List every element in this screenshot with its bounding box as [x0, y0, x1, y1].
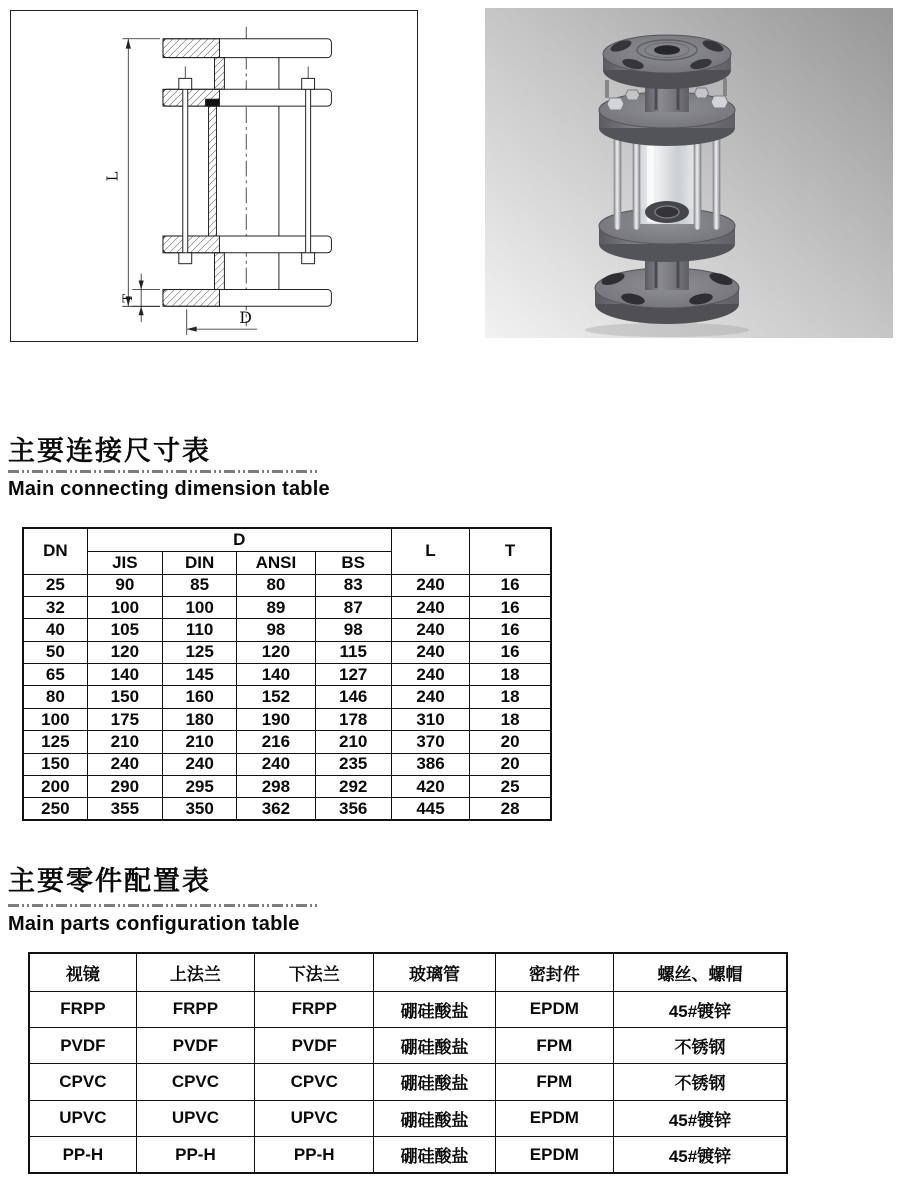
- table-cell: 386: [391, 753, 469, 775]
- table-cell: UPVC: [136, 1100, 254, 1136]
- table-row: [29, 1137, 787, 1173]
- dimension-table-body: [23, 574, 551, 820]
- table-cell: 40: [23, 619, 87, 641]
- table-cell: 98: [315, 619, 391, 641]
- parts-header-lower-flange: 下法兰: [255, 953, 374, 991]
- table-cell: 25: [23, 574, 87, 596]
- table-cell: 50: [23, 641, 87, 663]
- table-cell: 硼硅酸盐: [374, 1137, 495, 1173]
- table-row: [29, 1100, 787, 1136]
- table-cell: 150: [23, 753, 87, 775]
- table-cell: 310: [391, 708, 469, 730]
- table-cell: CPVC: [29, 1064, 136, 1100]
- table-cell: 105: [87, 619, 162, 641]
- parts-header-upper-flange: 上法兰: [136, 953, 254, 991]
- table-cell: UPVC: [29, 1100, 136, 1136]
- section2-title-en: Main parts configuration table: [8, 913, 300, 935]
- section1-title-en: Main connecting dimension table: [8, 478, 330, 500]
- table-cell: 20: [470, 753, 551, 775]
- dim-header-dn: DN: [23, 528, 87, 574]
- table-cell: 100: [23, 708, 87, 730]
- table-row: [23, 731, 551, 753]
- table-cell: 125: [23, 731, 87, 753]
- table-cell: 28: [470, 798, 551, 820]
- table-cell: 20: [470, 731, 551, 753]
- table-cell: 16: [470, 574, 551, 596]
- table-cell: 不锈钢: [614, 1027, 788, 1063]
- section1-divider: [8, 470, 320, 473]
- table-cell: 290: [87, 776, 162, 798]
- dim-label-T: T: [121, 294, 137, 303]
- table-row: [23, 798, 551, 820]
- parts-table-body: [29, 991, 787, 1173]
- parts-header-seal: 密封件: [495, 953, 613, 991]
- table-cell: 18: [470, 686, 551, 708]
- photo-shadow: [585, 323, 749, 337]
- table-cell: 298: [237, 776, 315, 798]
- table-cell: 127: [315, 664, 391, 686]
- table-cell: 350: [163, 798, 237, 820]
- table-cell: 178: [315, 708, 391, 730]
- table-cell: 240: [391, 596, 469, 618]
- table-cell: 210: [315, 731, 391, 753]
- parts-header-screws-nuts: 螺丝、螺帽: [614, 953, 788, 991]
- dimension-table: [22, 527, 552, 821]
- table-cell: 250: [23, 798, 87, 820]
- table-cell: 235: [315, 753, 391, 775]
- table-cell: 240: [391, 574, 469, 596]
- table-cell: 160: [163, 686, 237, 708]
- table-cell: 146: [315, 686, 391, 708]
- dim-header-d-group: D: [87, 528, 391, 551]
- table-cell: 硼硅酸盐: [374, 1027, 495, 1063]
- table-cell: 152: [237, 686, 315, 708]
- table-row: [23, 776, 551, 798]
- table-cell: 45#镀锌: [614, 991, 788, 1027]
- table-cell: 18: [470, 708, 551, 730]
- table-cell: FRPP: [136, 991, 254, 1027]
- product-photo: [485, 8, 895, 340]
- table-cell: 80: [237, 574, 315, 596]
- parts-header-sight-glass: 视镜: [29, 953, 136, 991]
- table-cell: 292: [315, 776, 391, 798]
- table-cell: 240: [391, 619, 469, 641]
- table-cell: 240: [87, 753, 162, 775]
- table-cell: EPDM: [495, 991, 613, 1027]
- table-cell: FRPP: [255, 991, 374, 1027]
- table-cell: 18: [470, 664, 551, 686]
- table-cell: 90: [87, 574, 162, 596]
- table-row: [23, 708, 551, 730]
- technical-drawing-svg: [11, 11, 416, 340]
- dimension-T: [132, 274, 160, 323]
- table-cell: 190: [237, 708, 315, 730]
- table-cell: 16: [470, 641, 551, 663]
- table-cell: 370: [391, 731, 469, 753]
- dim-header-bs: BS: [315, 551, 391, 574]
- table-cell: 180: [163, 708, 237, 730]
- table-cell: 16: [470, 619, 551, 641]
- table-row: [29, 991, 787, 1027]
- table-cell: CPVC: [136, 1064, 254, 1100]
- parts-header-glass-tube: 玻璃管: [374, 953, 495, 991]
- table-cell: 98: [237, 619, 315, 641]
- dim-header-l: L: [391, 528, 469, 574]
- table-cell: 240: [391, 686, 469, 708]
- table-cell: 200: [23, 776, 87, 798]
- dim-header-ansi: ANSI: [237, 551, 315, 574]
- table-cell: 125: [163, 641, 237, 663]
- table-row: [23, 619, 551, 641]
- section1-title-zh: 主要连接尺寸表: [8, 436, 211, 466]
- dim-header-t: T: [470, 528, 551, 574]
- parts-table: [28, 952, 788, 1174]
- dim-header-din: DIN: [163, 551, 237, 574]
- table-cell: PP-H: [29, 1137, 136, 1173]
- table-cell: 240: [237, 753, 315, 775]
- upper-neck-section: [214, 58, 224, 90]
- dim-label-L: L: [103, 171, 122, 182]
- table-cell: 85: [163, 574, 237, 596]
- table-cell: 16: [470, 596, 551, 618]
- table-cell: FPM: [495, 1027, 613, 1063]
- table-cell: 65: [23, 664, 87, 686]
- table-cell: FPM: [495, 1064, 613, 1100]
- table-row: [23, 574, 551, 596]
- table-cell: 120: [87, 641, 162, 663]
- table-row: [23, 753, 551, 775]
- table-cell: 110: [163, 619, 237, 641]
- table-cell: 356: [315, 798, 391, 820]
- table-cell: 120: [237, 641, 315, 663]
- table-row: [23, 686, 551, 708]
- technical-drawing: [10, 10, 418, 342]
- table-cell: 240: [163, 753, 237, 775]
- glass-tube-section: [206, 99, 279, 244]
- table-cell: 25: [470, 776, 551, 798]
- table-cell: 362: [237, 798, 315, 820]
- table-cell: 32: [23, 596, 87, 618]
- table-cell: PP-H: [136, 1137, 254, 1173]
- table-cell: 100: [163, 596, 237, 618]
- table-cell: 210: [87, 731, 162, 753]
- product-photo-svg: [485, 8, 895, 340]
- table-cell: EPDM: [495, 1137, 613, 1173]
- table-cell: UPVC: [255, 1100, 374, 1136]
- top-flange-section: [163, 39, 331, 58]
- photo-top-flange: [603, 35, 731, 89]
- table-cell: 216: [237, 731, 315, 753]
- table-row: [23, 596, 551, 618]
- table-cell: 硼硅酸盐: [374, 1100, 495, 1136]
- table-cell: 87: [315, 596, 391, 618]
- table-row: [23, 641, 551, 663]
- table-cell: PVDF: [136, 1027, 254, 1063]
- table-cell: 420: [391, 776, 469, 798]
- dim-header-jis: JIS: [87, 551, 162, 574]
- section2-title-zh: 主要零件配置表: [8, 866, 211, 896]
- table-cell: 89: [237, 596, 315, 618]
- table-cell: 150: [87, 686, 162, 708]
- table-cell: 240: [391, 641, 469, 663]
- table-cell: 100: [87, 596, 162, 618]
- table-cell: 83: [315, 574, 391, 596]
- lower-neck-section: [214, 253, 224, 290]
- table-cell: 140: [87, 664, 162, 686]
- table-row: [29, 1027, 787, 1063]
- table-cell: CPVC: [255, 1064, 374, 1100]
- table-cell: 不锈钢: [614, 1064, 788, 1100]
- bottom-flange-section: [163, 289, 331, 306]
- table-cell: 175: [87, 708, 162, 730]
- table-row: [23, 664, 551, 686]
- table-row: [29, 1064, 787, 1100]
- table-cell: 80: [23, 686, 87, 708]
- table-cell: 445: [391, 798, 469, 820]
- table-cell: 210: [163, 731, 237, 753]
- table-cell: 45#镀锌: [614, 1100, 788, 1136]
- table-cell: 115: [315, 641, 391, 663]
- table-cell: 295: [163, 776, 237, 798]
- table-cell: 硼硅酸盐: [374, 991, 495, 1027]
- table-cell: EPDM: [495, 1100, 613, 1136]
- dimension-L: [122, 39, 160, 307]
- table-cell: 240: [391, 664, 469, 686]
- table-cell: PP-H: [255, 1137, 374, 1173]
- dim-label-D: D: [239, 308, 252, 328]
- table-cell: FRPP: [29, 991, 136, 1027]
- section2-divider: [8, 904, 320, 907]
- table-cell: 355: [87, 798, 162, 820]
- table-cell: PVDF: [29, 1027, 136, 1063]
- table-cell: 140: [237, 664, 315, 686]
- table-cell: PVDF: [255, 1027, 374, 1063]
- table-cell: 硼硅酸盐: [374, 1064, 495, 1100]
- table-cell: 45#镀锌: [614, 1137, 788, 1173]
- table-cell: 145: [163, 664, 237, 686]
